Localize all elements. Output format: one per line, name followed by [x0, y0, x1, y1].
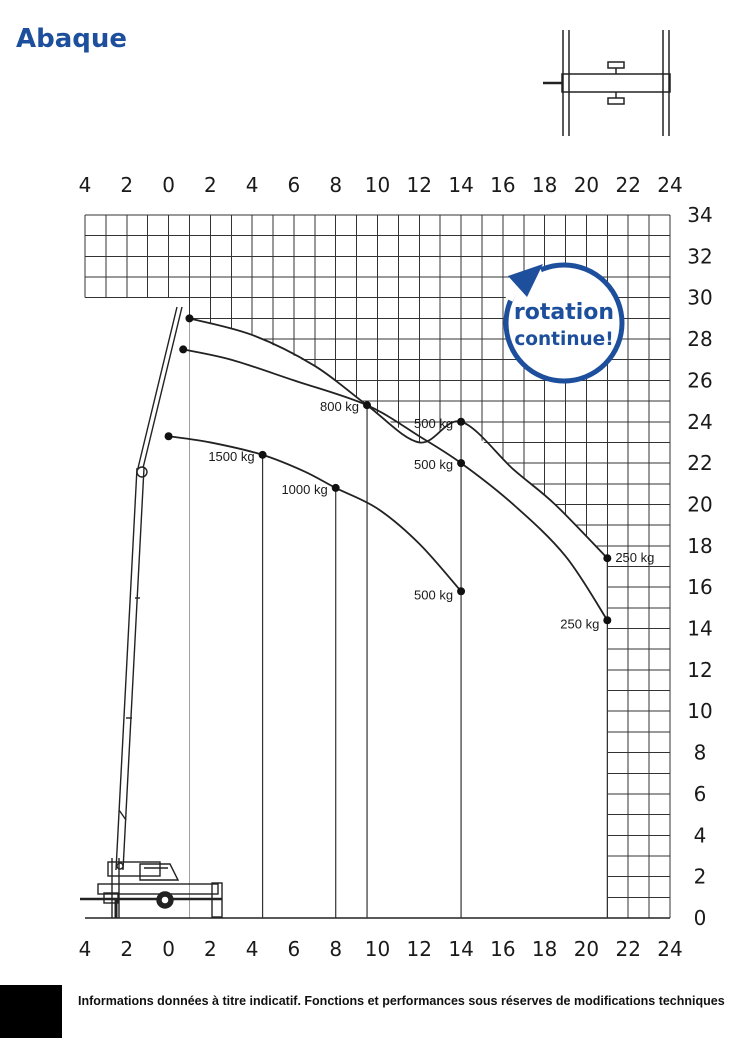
outrigger-top-view-icon — [543, 30, 670, 136]
load-point-label: 250 kg — [615, 550, 655, 566]
y-tick-label: 34 — [687, 203, 713, 227]
x-tick-label-top: 6 — [287, 173, 301, 197]
x-tick-label-bottom: 10 — [364, 937, 391, 961]
x-tick-label-bottom: 8 — [329, 937, 343, 961]
load-point — [179, 345, 187, 353]
load-point-label: 500 kg — [414, 415, 454, 431]
x-tick-label-bottom: 16 — [490, 937, 516, 961]
x-axis-top-labels — [79, 173, 683, 197]
y-tick-label: 6 — [693, 781, 707, 806]
x-tick-label-top: 10 — [364, 173, 391, 197]
page-title: Abaque — [16, 24, 128, 54]
x-tick-label-bottom: 2 — [120, 937, 134, 961]
x-tick-label-bottom: 22 — [615, 937, 641, 961]
load-point-label: 800 kg — [320, 399, 360, 415]
load-point — [457, 587, 465, 595]
y-tick-label: 20 — [687, 492, 713, 517]
x-axis-bottom-labels — [79, 937, 683, 961]
y-tick-label: 16 — [687, 575, 713, 600]
x-tick-label-top: 8 — [329, 173, 343, 197]
y-tick-label: 18 — [687, 533, 713, 558]
x-tick-label-top: 16 — [490, 173, 516, 197]
y-tick-label: 2 — [693, 864, 707, 889]
load-point — [363, 401, 371, 409]
x-tick-label-top: 4 — [245, 173, 259, 197]
badge-line1: rotation — [513, 300, 615, 325]
x-tick-label-bottom: 12 — [406, 937, 433, 961]
y-tick-label: 24 — [687, 409, 713, 434]
y-tick-label: 4 — [693, 823, 707, 848]
x-tick-label-bottom: 4 — [245, 937, 259, 961]
y-tick-label: 26 — [687, 368, 713, 393]
x-tick-label-top: 2 — [203, 173, 217, 197]
load-point-label: 1000 kg — [281, 481, 328, 497]
x-tick-label-bottom: 4 — [78, 937, 92, 961]
y-tick-label: 22 — [687, 451, 713, 476]
load-point — [332, 484, 340, 492]
load-point — [185, 314, 193, 322]
x-tick-label-top: 20 — [573, 173, 600, 197]
y-axis-labels — [687, 203, 712, 930]
load-point — [457, 418, 465, 426]
x-tick-label-bottom: 2 — [203, 937, 217, 961]
rotation-badge — [506, 264, 622, 381]
x-tick-label-top: 24 — [657, 173, 683, 197]
load-point — [603, 554, 611, 562]
y-tick-label: 0 — [693, 906, 707, 930]
load-point — [259, 451, 267, 459]
x-tick-label-bottom: 18 — [531, 937, 558, 961]
y-tick-label: 30 — [687, 285, 713, 310]
load-point — [603, 616, 611, 624]
load-point-label: 250 kg — [560, 616, 600, 632]
badge-line2: continue! — [514, 329, 614, 350]
y-tick-label: 8 — [693, 740, 707, 765]
x-tick-label-top: 12 — [406, 173, 433, 197]
x-tick-label-top: 18 — [531, 173, 558, 197]
load-point — [165, 432, 173, 440]
footer-black-block — [0, 985, 62, 1038]
x-tick-label-bottom: 14 — [448, 937, 474, 961]
x-tick-label-top: 0 — [162, 173, 175, 197]
x-tick-label-bottom: 0 — [162, 937, 175, 961]
y-tick-label: 32 — [687, 244, 713, 269]
x-tick-label-bottom: 20 — [573, 937, 600, 961]
x-tick-label-bottom: 24 — [657, 937, 683, 961]
x-tick-label-top: 4 — [78, 173, 92, 197]
y-tick-label: 28 — [687, 327, 713, 352]
x-tick-label-top: 2 — [120, 173, 134, 197]
y-tick-label: 14 — [687, 616, 713, 641]
load-point-label: 500 kg — [414, 457, 454, 473]
y-tick-label: 10 — [687, 699, 713, 724]
y-tick-label: 12 — [687, 657, 713, 682]
load-point-label: 500 kg — [414, 587, 454, 603]
x-tick-label-bottom: 6 — [287, 937, 301, 961]
footer-note: Informations données à titre indicatif. Fonctions et performances sous réserves de modifications techniques — [78, 994, 725, 1008]
x-tick-label-top: 22 — [615, 173, 641, 197]
load-point — [457, 459, 465, 467]
load-point-label: 1500 kg — [208, 448, 255, 464]
x-tick-label-top: 14 — [448, 173, 474, 197]
